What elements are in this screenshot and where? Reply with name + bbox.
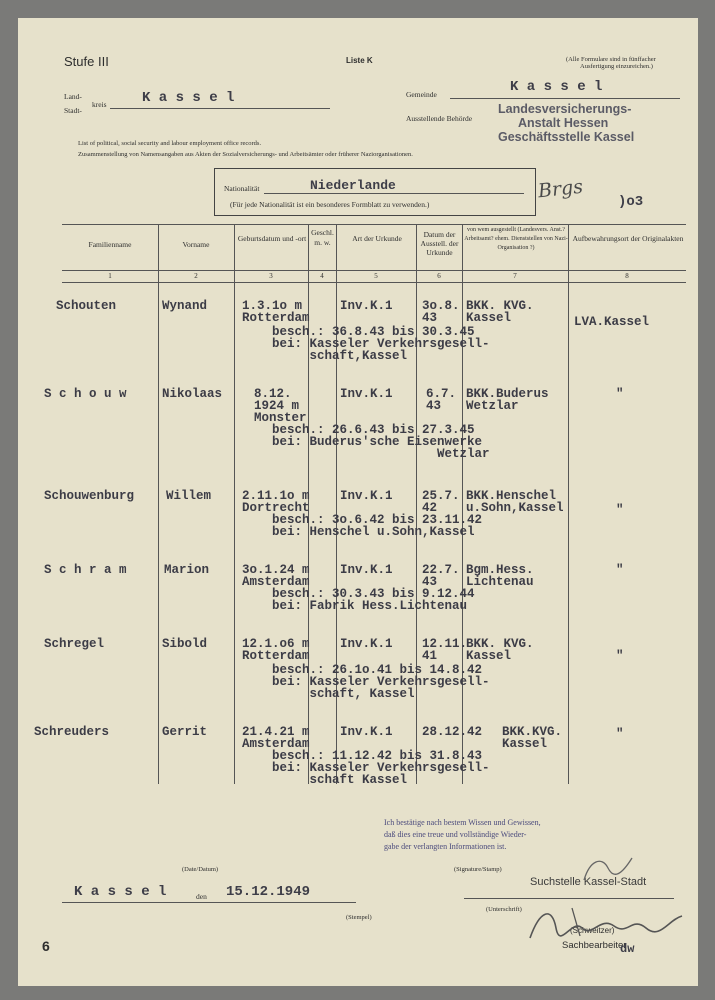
- stempel-label: (Stempel): [346, 914, 372, 921]
- stufe-label: Stufe III: [64, 54, 109, 69]
- row-beschaeftigt: besch.: 26.1o.41 bis 14.8.42: [272, 663, 483, 677]
- table-top-rule: [62, 224, 686, 225]
- stamp-office: Suchstelle Kassel-Stadt: [530, 876, 647, 888]
- row-datum: 25.7. 42: [422, 489, 460, 515]
- col-header-geburtsdatum: Geburtsdatum und -ort: [237, 234, 307, 243]
- row-ort: LVA.Kassel: [574, 315, 650, 329]
- col-num-1: 1: [108, 272, 112, 280]
- row-vorname: Sibold: [162, 637, 208, 651]
- row-geburt: 3o.1.24 m Amsterdam: [242, 563, 310, 589]
- handwritten-mark: Brgs: [536, 175, 584, 203]
- date-label: (Date/Datum): [182, 866, 219, 873]
- row-vorname: Wynand: [162, 299, 208, 313]
- behoerde-stamp-3: Geschäftsstelle Kassel: [498, 130, 635, 144]
- row-familienname: Schouwenburg: [44, 489, 135, 503]
- row-ort: ": [616, 387, 624, 401]
- row-beschaeftigt: besch.: 3o.6.42 bis 23.11.42: [272, 513, 483, 527]
- row-arbeitgeber: bei: Buderus'sche Eisenwerke Wetzlar: [272, 435, 490, 461]
- document-page: [18, 18, 698, 986]
- col-divider: [158, 224, 159, 784]
- row-art: Inv.K.1: [340, 725, 393, 739]
- list-code: )o3: [618, 194, 644, 210]
- col-divider: [234, 224, 235, 784]
- row-familienname: S c h o u w: [44, 387, 127, 401]
- row-arbeitgeber: bei: Fabrik Hess.Lichtenau: [272, 599, 468, 613]
- row-art: Inv.K.1: [340, 387, 393, 401]
- initials: dw: [620, 942, 635, 956]
- nationality-value: Niederlande: [310, 178, 396, 193]
- row-ort: ": [616, 727, 624, 741]
- col-divider: [462, 224, 463, 784]
- row-beschaeftigt: besch.: 30.3.43 bis 9.12.44: [272, 587, 475, 601]
- row-geburt: 8.12. 1924 m Monster: [254, 387, 307, 425]
- row-arbeitgeber: bei: Kasseler Verkehrsgesell- schaft,Kassel: [272, 337, 490, 363]
- row-ort: ": [616, 563, 624, 577]
- kreis-label: kreis: [92, 100, 107, 109]
- row-art: Inv.K.1: [340, 299, 393, 313]
- row-vorname: Nikolaas: [162, 387, 223, 401]
- table-header-rule: [62, 270, 686, 271]
- nationality-underline: [264, 193, 524, 194]
- footer-city: K a s s e l: [74, 884, 167, 900]
- row-aussteller: BKK.Henschel u.Sohn,Kassel: [466, 489, 564, 515]
- gemeinde-value: K a s s e l: [510, 79, 603, 95]
- row-beschaeftigt: besch.: 36.8.43 bis 30.3.45: [272, 325, 475, 339]
- liste-label: Liste K: [346, 56, 373, 65]
- col-num-6: 6: [437, 272, 441, 280]
- col-header-vorname: Vorname: [182, 240, 210, 249]
- col-header-aussteller: von wem ausgestellt (Landesvers. Anst.? Arbeitsamt? ehem. Dienststellen von Nazi-Organisation ?): [464, 227, 568, 251]
- col-header-geschlecht: Geschl. m. w.: [311, 228, 334, 247]
- row-arbeitgeber: bei: Henschel u.Sohn,Kassel: [272, 525, 475, 539]
- behoerde-stamp-2: Anstalt Hessen: [518, 116, 609, 130]
- formular-note-2: Ausfertigung einzureichen.): [580, 63, 653, 70]
- row-aussteller: BKK. KVG. Kassel: [466, 637, 534, 663]
- confirmation-line-2: daß dies eine treue und vollständige Wieder-: [384, 830, 527, 839]
- behoerde-label: Ausstellende Behörde: [406, 114, 473, 123]
- stadt-label: Stadt-: [64, 106, 82, 115]
- stamp-role: Sachbearbeiter: [562, 940, 627, 951]
- col-header-datum: Datum der Ausstell. der Urkunde: [420, 230, 459, 257]
- col-header-familienname: Familienname: [88, 240, 132, 249]
- table-number-rule: [62, 282, 686, 283]
- col-num-3: 3: [269, 272, 273, 280]
- row-beschaeftigt: besch.: 11.12.42 bis 31.8.43: [272, 749, 483, 763]
- row-aussteller: Bgm.Hess. Lichtenau: [466, 563, 534, 589]
- unterschrift-label: (Unterschrift): [486, 906, 522, 913]
- row-datum: 28.12.42: [422, 725, 483, 739]
- row-geburt: 1.3.1o m Rotterdam: [242, 299, 310, 325]
- row-vorname: Willem: [166, 489, 212, 503]
- row-datum: 6.7. 43: [426, 387, 457, 413]
- row-beschaeftigt: besch.: 26.6.43 bis 27.3.45: [272, 423, 475, 437]
- row-familienname: Schregel: [44, 637, 105, 651]
- row-aussteller: BKK.Buderus Wetzlar: [466, 387, 549, 413]
- row-datum: 3o.8. 43: [422, 299, 460, 325]
- col-num-2: 2: [194, 272, 198, 280]
- confirmation-line-1: Ich bestätige nach bestem Wissen und Gewissen,: [384, 818, 541, 827]
- behoerde-stamp-1: Landesversicherungs-: [498, 102, 632, 116]
- land-label: Land-: [64, 92, 82, 101]
- nationality-label: Nationalität: [224, 184, 260, 193]
- gemeinde-label: Gemeinde: [406, 90, 437, 99]
- nationality-note: (Für jede Nationalität ist ein besonderes Formblatt zu verwenden.): [230, 200, 430, 209]
- col-header-aufbewahrung: Aufbewahrungsort der Originalakten: [572, 234, 684, 243]
- row-aussteller: BKK.KVG. Kassel: [502, 725, 563, 751]
- col-num-4: 4: [320, 272, 324, 280]
- confirmation-line-3: gabe der verlangten Informationen ist.: [384, 842, 507, 851]
- row-familienname: Schouten: [56, 299, 117, 313]
- footer-date: 15.12.1949: [226, 884, 311, 900]
- stamp-name: (Schweitzer): [570, 926, 615, 935]
- col-divider: [416, 224, 417, 784]
- row-ort: ": [616, 649, 624, 663]
- row-art: Inv.K.1: [340, 489, 393, 503]
- col-num-7: 7: [513, 272, 517, 280]
- row-ort: ": [616, 503, 624, 517]
- kreis-underline: [110, 108, 330, 109]
- row-geburt: 2.11.1o m Dortrecht: [242, 489, 310, 515]
- row-vorname: Marion: [164, 563, 210, 577]
- row-familienname: Schreuders: [34, 725, 110, 739]
- row-familienname: S c h r a m: [44, 563, 127, 577]
- col-divider: [568, 224, 569, 784]
- col-header-art: Art der Urkunde: [352, 234, 402, 243]
- description-de: Zusammenstellung von Namensangaben aus Akten der Sozialversicherungs- und Arbeitsämter oder früherer Naziorganisationen.: [78, 151, 413, 158]
- kreis-value: K a s s e l: [142, 90, 235, 106]
- row-art: Inv.K.1: [340, 637, 393, 651]
- page-number: 6: [42, 938, 50, 954]
- date-underline: [62, 902, 356, 903]
- row-arbeitgeber: bei: Kasseler Verkehrsgesell- schaft, Kassel: [272, 675, 490, 701]
- row-arbeitgeber: bei: Kasseler Verkehrsgesell- schaft Kassel: [272, 761, 490, 787]
- description-en: List of political, social security and labour employment office records.: [78, 140, 262, 147]
- col-num-8: 8: [625, 272, 629, 280]
- row-art: Inv.K.1: [340, 563, 393, 577]
- row-datum: 22.7. 43: [422, 563, 460, 589]
- row-datum: 12.11. 41: [422, 637, 468, 663]
- formular-note-1: (Alle Formulare sind in fünffacher: [566, 56, 656, 63]
- row-aussteller: BKK. KVG. Kassel: [466, 299, 534, 325]
- row-geburt: 21.4.21 m Amsterdam: [242, 725, 310, 751]
- row-vorname: Gerrit: [162, 725, 208, 739]
- row-geburt: 12.1.o6 m Rotterdam: [242, 637, 310, 663]
- gemeinde-underline: [450, 98, 680, 99]
- col-num-5: 5: [374, 272, 378, 280]
- signature-label: (Signature/Stamp): [454, 866, 502, 873]
- signature-scribble: [522, 898, 692, 948]
- stamp-signature-mark: [578, 854, 638, 884]
- footer-den: den: [196, 892, 207, 901]
